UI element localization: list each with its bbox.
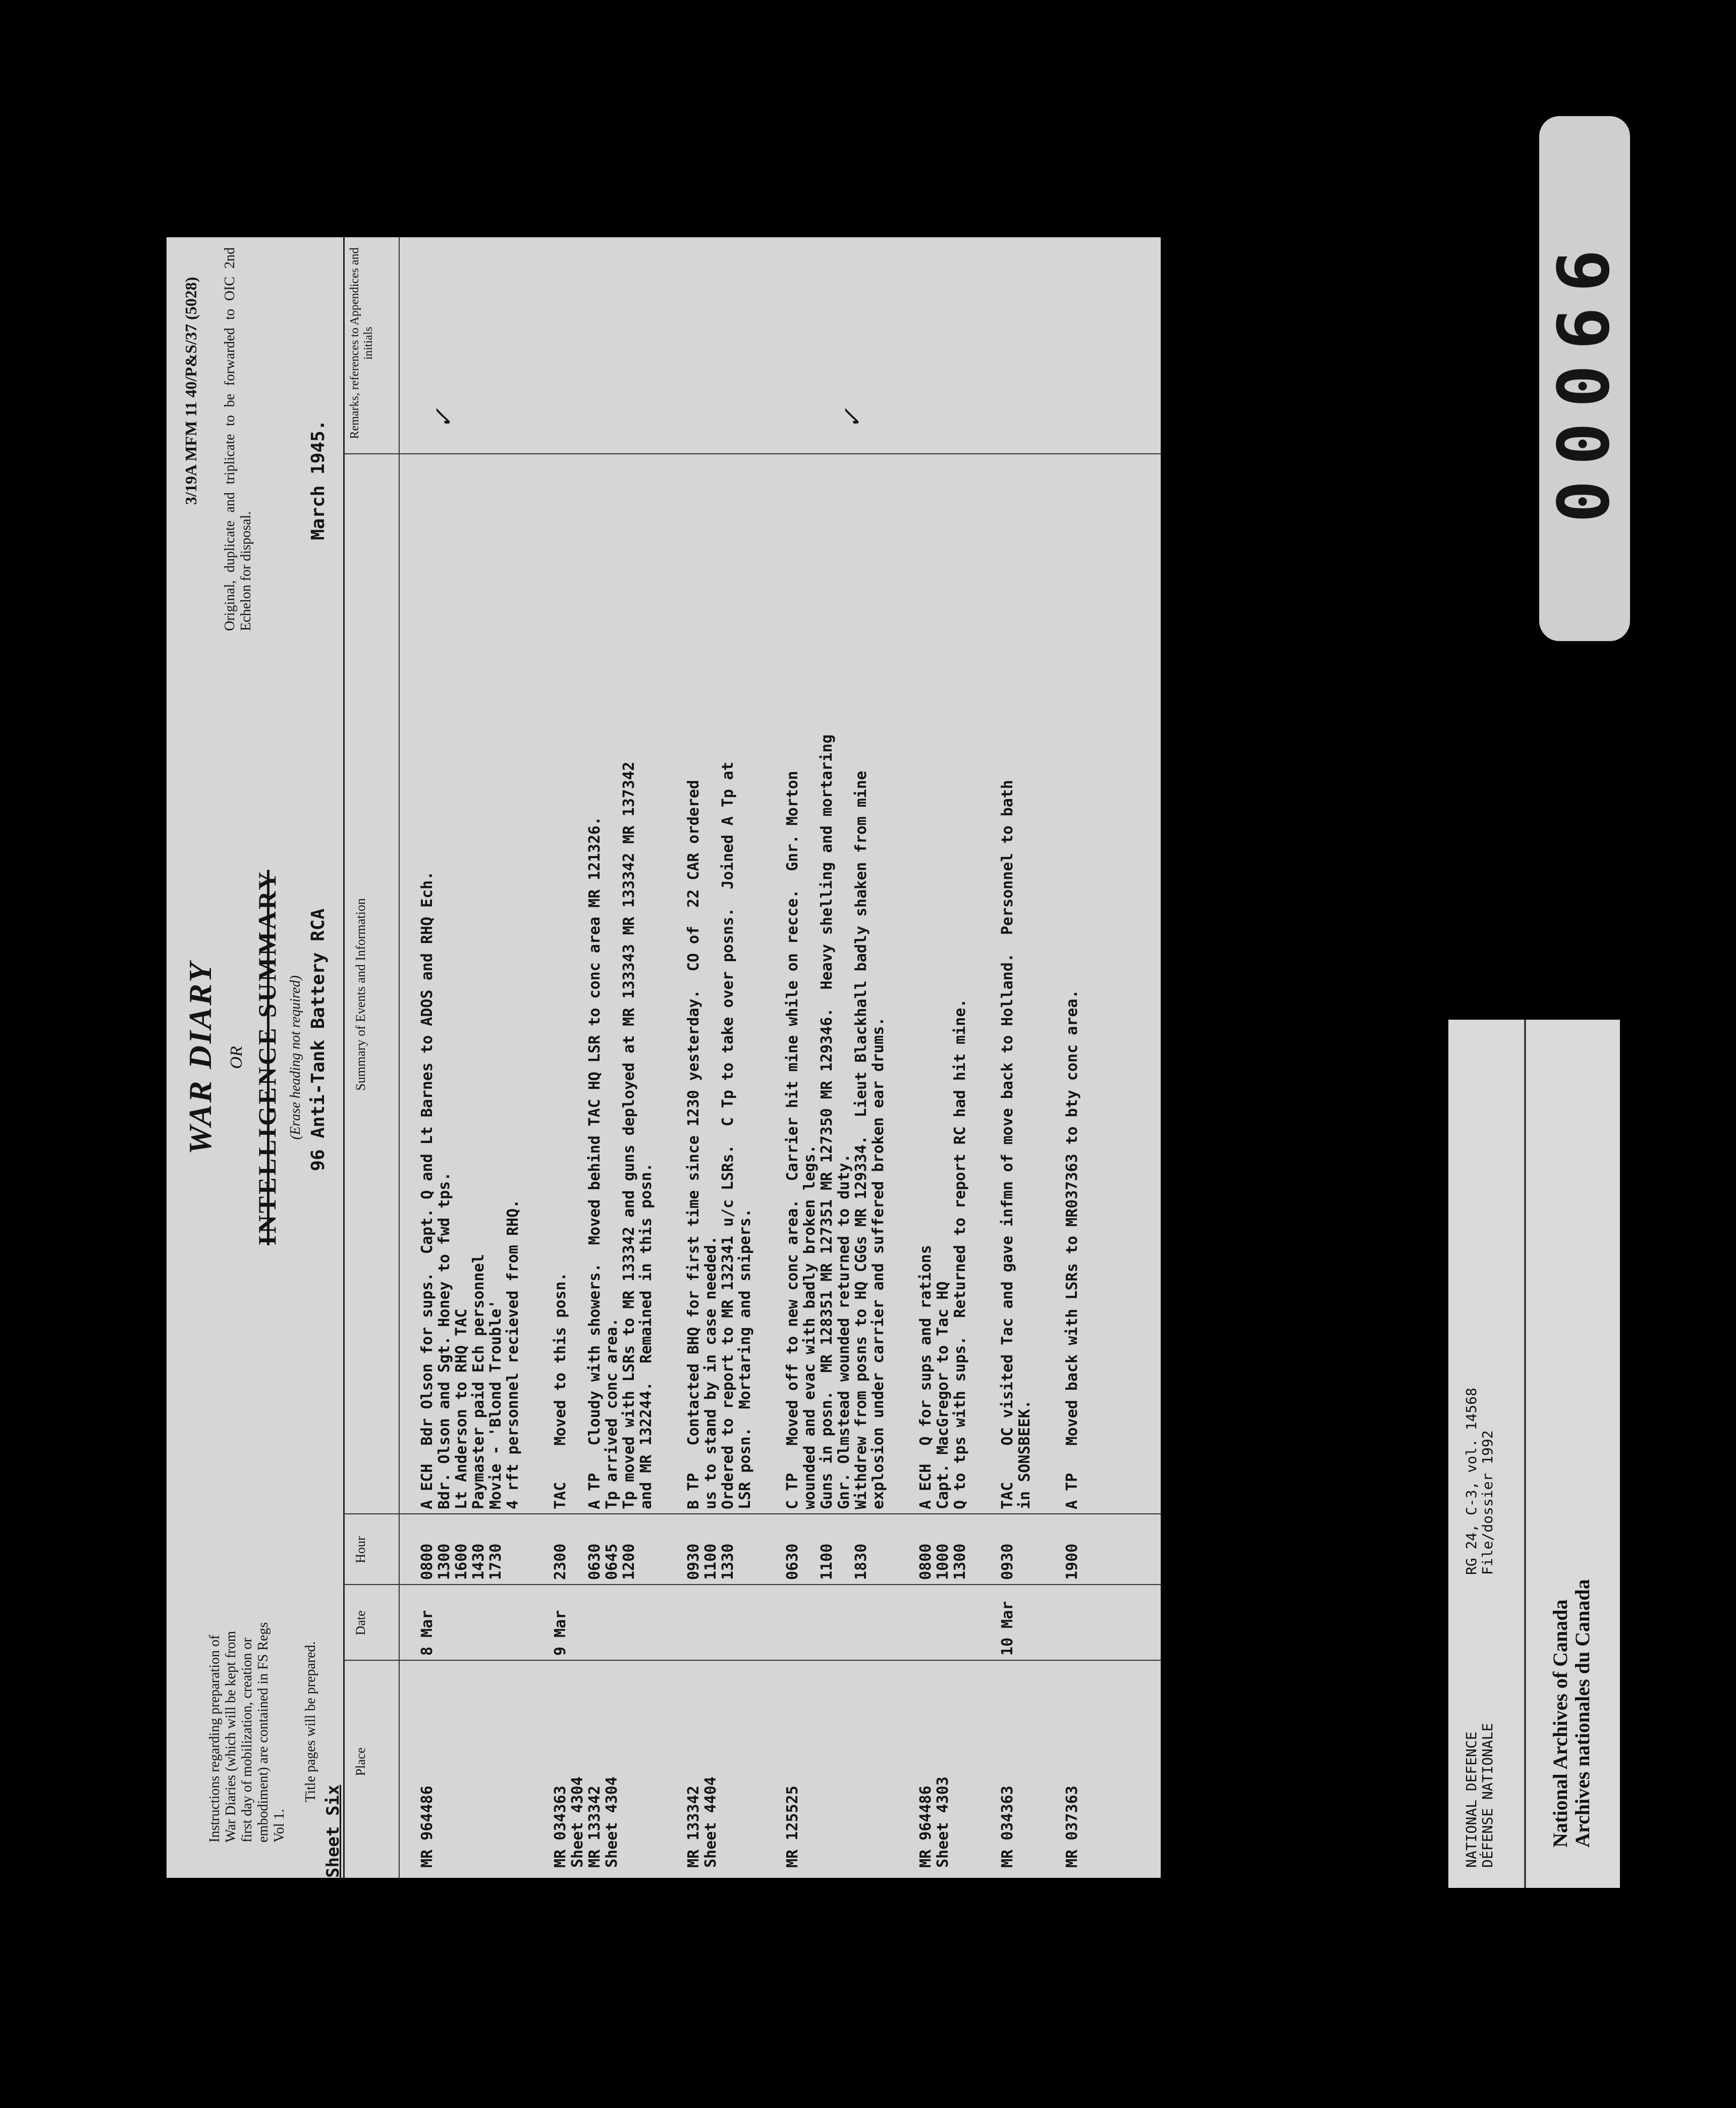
row-hour — [836, 1524, 853, 1580]
row-place: MR 964486 — [418, 1785, 436, 1868]
frame-counter: 00066 — [1539, 116, 1630, 641]
row-hour: 0645 — [603, 1543, 621, 1580]
national-archives-fr: Archives nationales du Canada — [1571, 1579, 1594, 1848]
column-header-remarks: Remarks, references to Appendices and initials — [348, 247, 375, 439]
summary-line: Ordered to report to MR 132341 u/c LSRs. C Tp to take over posns. Joined A Tp at — [719, 761, 737, 1509]
summary-line: Q to tps with sups. Returned to report RC had hit mine. — [951, 998, 969, 1509]
row-hour: 0800 — [917, 1543, 935, 1580]
summary-line: Withdrew from posns to HQ CGGs MR 129334. Lieut Blackhall badly shaken from mine — [852, 771, 870, 1509]
sheet-label: Sheet Six — [323, 1784, 343, 1878]
summary-line: Gnr. Olmstead wounded returned to duty. — [835, 1153, 853, 1509]
row-hour: 0800 — [418, 1543, 436, 1580]
disposal-note: Original, duplicate and triplicate to be forwarded to OIC 2nd Echelon for disposal. — [222, 247, 254, 631]
row-date: 9 Mar — [552, 1610, 569, 1656]
row-hours — [685, 1524, 737, 1580]
row-place: MR 037363 — [1063, 1785, 1081, 1868]
row-hour: 0930 — [999, 1543, 1016, 1580]
summary-line: Lt Anderson to RHQ TAC — [453, 1308, 470, 1509]
summary-line: Tp arrived conc area. — [603, 1318, 621, 1509]
erase-note: (Erase heading not required) — [288, 975, 303, 1140]
summary-line: Tp moved with LSRs to MR 133342 and guns deployed at MR 133343 MR 133342 MR 137342 — [620, 761, 638, 1509]
rg-volume-text: RG 24, C-3, vol. 14568 — [1463, 1388, 1480, 1575]
row-hour: 1330 — [719, 1543, 737, 1580]
summary-line: A ECH Bdr Olson for sups. Capt. Q and Lt Barnes to ADOS and RHQ Ech. — [418, 871, 436, 1509]
row-summary — [685, 500, 754, 1509]
summary-line: B TP Contacted BHQ for first time since 1230 yesterday. CO of 22 CAR ordered — [685, 780, 702, 1509]
initials-mark: ✓ — [838, 408, 867, 429]
summary-line: A TP Moved back with LSRs to MR037363 to bty conc area. — [1063, 989, 1081, 1509]
row-hours — [999, 1524, 1016, 1580]
column-header-place: Place — [353, 1747, 368, 1776]
summary-line: Capt. MacGregor to Tac HQ — [934, 1281, 952, 1509]
summary-line: Paymaster paid Ech personnel — [470, 1254, 487, 1509]
summary-line: TAC Moved to this posn. — [552, 1272, 569, 1509]
row-hours — [784, 1524, 870, 1580]
defense-nationale-text: DÉFENSE NATIONALE — [1479, 1723, 1496, 1868]
row-hour: 1200 — [620, 1543, 638, 1580]
title-or: OR — [227, 1046, 246, 1069]
summary-line: A ECH Q for sups and rations — [917, 1245, 935, 1509]
row-summary — [1064, 500, 1081, 1509]
header-divider — [399, 237, 400, 1878]
national-archives-en: National Archives of Canada — [1549, 1599, 1571, 1848]
row-hour: 1300 — [951, 1543, 969, 1580]
instructions-note: Instructions regarding preparation of War Diaries (which will be kept from first day of mobilization, creation or embodiment) are contained in FS Regs Vol 1. — [207, 1622, 287, 1842]
summary-line: wounded and evac with badly broken legs. — [801, 1144, 819, 1509]
row-date: 10 Mar — [999, 1601, 1016, 1656]
summary-line: Movie - 'Blond Trouble' — [487, 1299, 505, 1509]
row-place: MR 034363 Sheet 4304 MR 133342 Sheet 4304 — [552, 1776, 621, 1868]
summary-line: and MR 132244. Remained in this posn. — [637, 1163, 655, 1509]
unit-name: 96 Anti-Tank Battery RCA — [308, 908, 329, 1171]
summary-line: C TP Moved off to new conc area. Carrier hit mine while on recce. Gnr. Morton — [784, 771, 801, 1509]
row-hour: 1430 — [470, 1543, 487, 1580]
column-header-date: Date — [353, 1610, 368, 1636]
file-dossier-text: File/dossier 1992 — [1479, 1430, 1496, 1575]
war-diary-sheet — [167, 237, 1161, 1878]
row-place: MR 964486 Sheet 4303 — [917, 1776, 952, 1868]
row-hours — [1064, 1524, 1081, 1580]
column-header-hour: Hour — [353, 1536, 368, 1563]
row-hours — [917, 1524, 969, 1580]
document-title: WAR DIARY — [182, 961, 218, 1154]
row-hour: 1900 — [1063, 1543, 1081, 1580]
row-hour: 0630 — [784, 1543, 801, 1580]
title-pages-note: Title pages will be prepared. — [303, 1641, 318, 1802]
row-hour — [569, 1524, 586, 1580]
row-hour: 0930 — [685, 1543, 702, 1580]
col-divider-date — [343, 1584, 1161, 1585]
reference-divider — [1524, 1020, 1526, 1888]
record-group-ref — [1463, 1388, 1496, 1575]
row-hour: 2300 — [552, 1543, 569, 1580]
summary-line: explosion under carrier and suffered broken ear drums. — [870, 1017, 887, 1509]
row-hour: 1830 — [852, 1543, 870, 1580]
row-hour: 1100 — [818, 1543, 836, 1580]
col-divider-summary — [343, 453, 1161, 454]
col-divider-place — [343, 1660, 1161, 1661]
summary-line: 4 rft personnel recieved from RHQ. — [504, 1199, 522, 1509]
row-date: 8 Mar — [418, 1610, 436, 1656]
row-hour: 1000 — [934, 1543, 952, 1580]
col-divider-hour — [343, 1513, 1161, 1514]
row-summary — [552, 500, 655, 1509]
row-hours — [552, 1524, 638, 1580]
row-hour: 1100 — [702, 1543, 720, 1580]
form-code: 3/19A MFM 11 40/P&S/37 (5028) — [182, 277, 200, 505]
archive-reference-label — [1448, 1020, 1620, 1888]
national-defence-stamp — [1463, 1723, 1496, 1868]
national-archives-label — [1549, 1579, 1594, 1848]
row-summary — [917, 500, 969, 1509]
initials-mark: ✓ — [429, 408, 458, 429]
struck-summary-heading: INTELLIGENCE SUMMARY — [253, 870, 281, 1245]
column-header-summary: Summary of Events and Information — [353, 898, 368, 1091]
row-place: MR 034363 — [999, 1785, 1016, 1868]
month-year: March 1945. — [308, 419, 329, 540]
summary-line: Guns in posn. MR 128351 MR 127351 MR 127350 MR 129346. Heavy shelling and mortaring — [818, 734, 836, 1509]
summary-line: A TP Cloudy with showers. Moved behind TAC HQ LSR to conc area MR 121326. — [586, 816, 604, 1509]
row-summary — [419, 500, 522, 1509]
row-hour — [801, 1524, 819, 1580]
row-summary — [999, 500, 1034, 1509]
national-defence-text: NATIONAL DEFENCE — [1463, 1731, 1480, 1868]
row-summary — [784, 500, 887, 1509]
summary-line: us to stand by in case needed. — [702, 1236, 720, 1509]
summary-line: Bdr. Olson and Sgt. Honey to fwd tps. — [436, 1172, 453, 1509]
summary-line: TAC OC visited Tac and gave infmn of move back to Holland. Personnel to bath — [999, 780, 1016, 1509]
summary-line: LSR posn. Mortaring and snipers. — [736, 1208, 754, 1509]
summary-line: in SONSBEEK. — [1016, 1400, 1034, 1509]
row-hour: 1300 — [436, 1543, 453, 1580]
row-place: MR 133342 Sheet 4404 — [685, 1776, 720, 1868]
row-hour: 0630 — [586, 1543, 604, 1580]
row-hour: 1600 — [453, 1543, 470, 1580]
row-hours — [419, 1524, 505, 1580]
summary-line — [569, 500, 586, 1509]
row-hour: 1730 — [487, 1543, 505, 1580]
row-place: MR 125525 — [784, 1785, 801, 1868]
